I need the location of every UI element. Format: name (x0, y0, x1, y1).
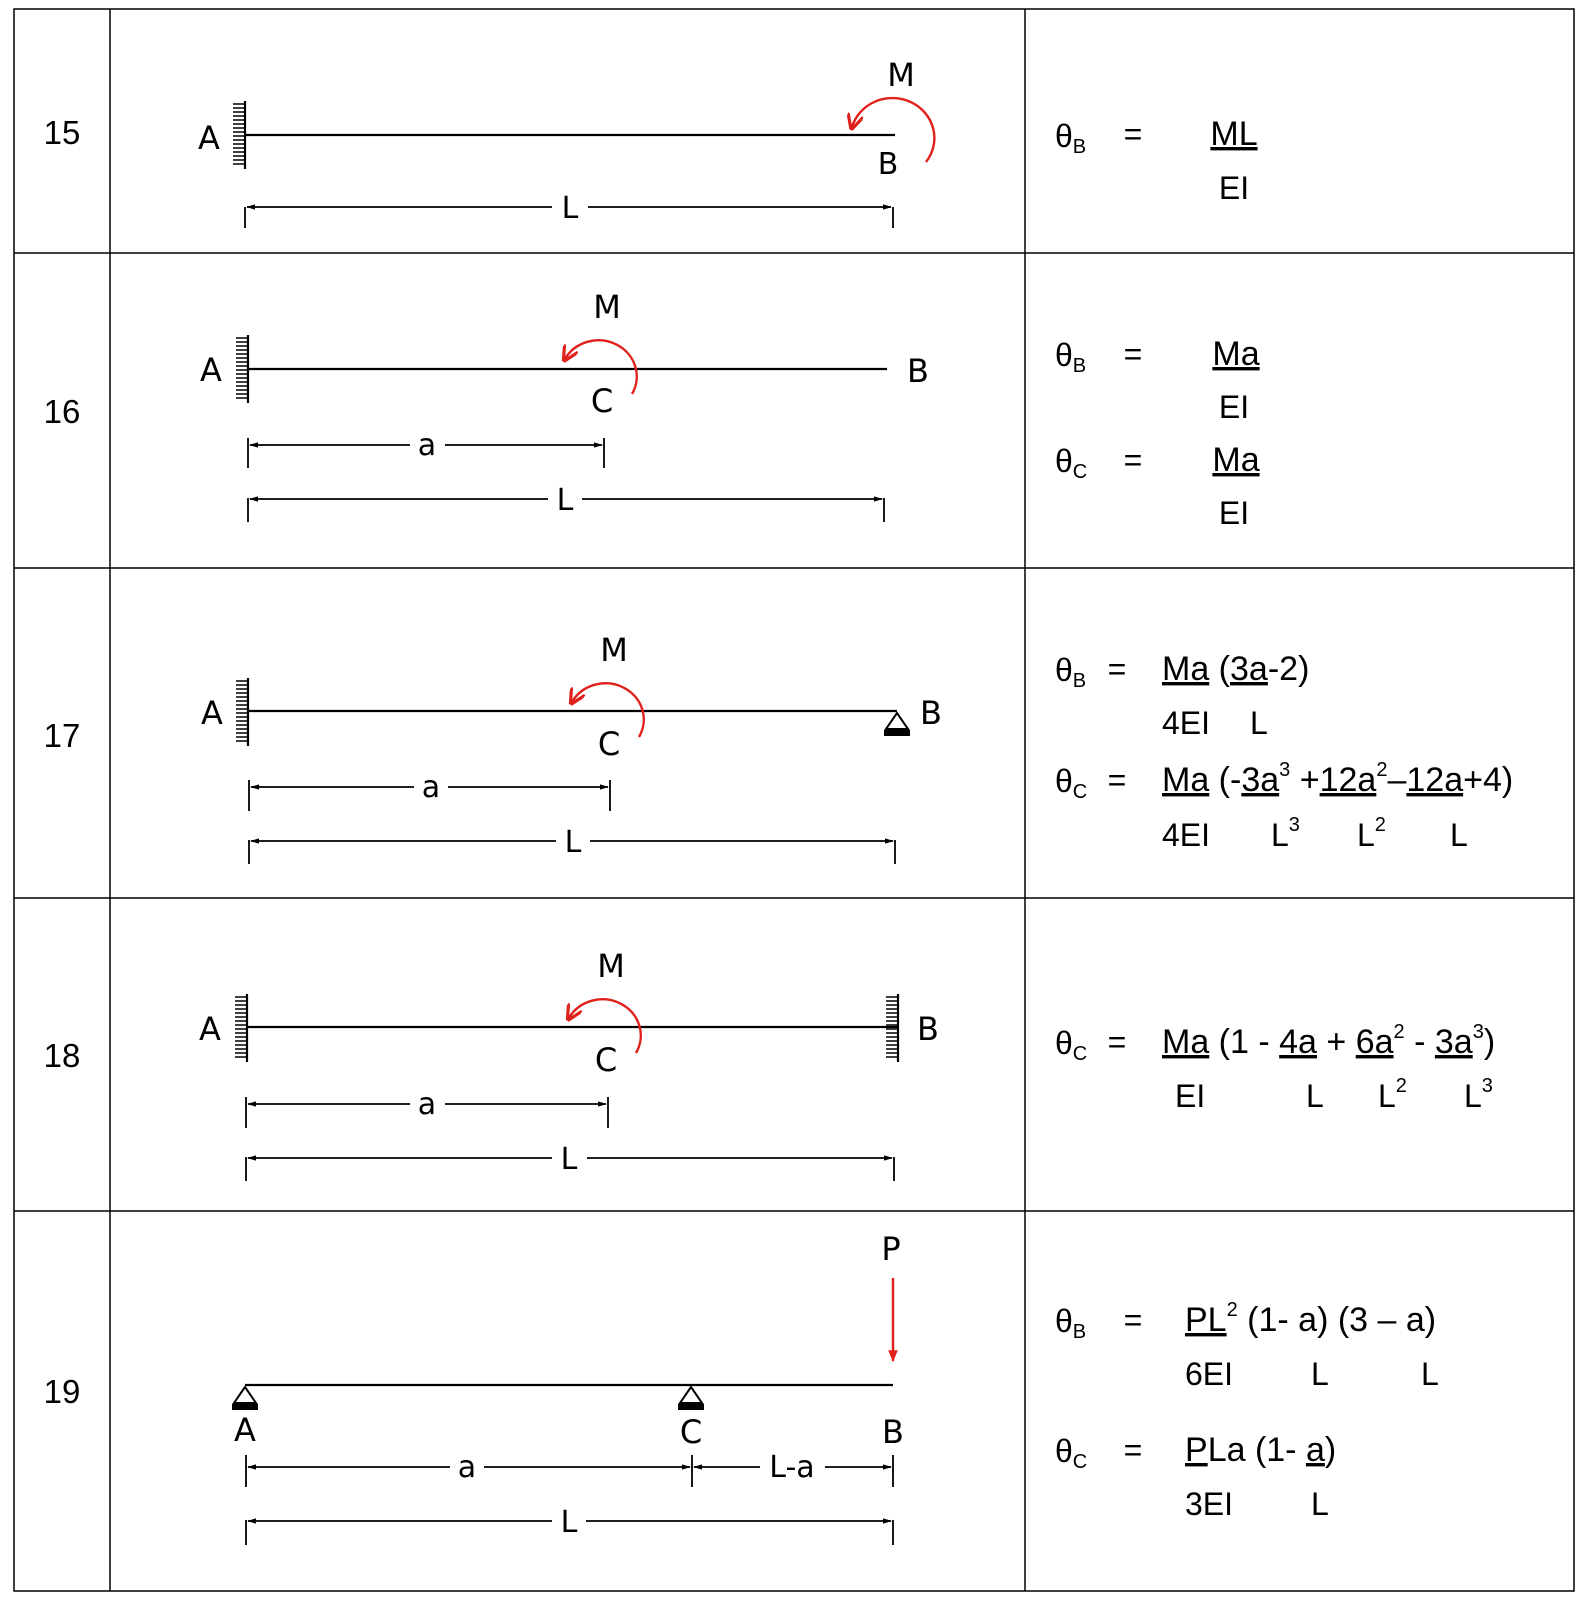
label-c: C (679, 1413, 703, 1451)
numerator: $PL^2$ (1- a) (3 – a) (1185, 1299, 1437, 1339)
row-number: 19 (43, 1373, 81, 1410)
theta-subscript: B (1072, 136, 1087, 158)
dimension-l (245, 191, 893, 228)
theta-symbol: θ (1055, 1433, 1073, 1469)
table-grid (14, 9, 1574, 1591)
label-m: M (597, 947, 625, 985)
label-b: B (917, 1010, 939, 1048)
table-row (44, 947, 1496, 1181)
table-row (44, 631, 1514, 864)
equals-sign: = (1107, 1024, 1127, 1060)
denominator: 3EI L (1185, 1486, 1329, 1522)
dimension-a (246, 1087, 608, 1128)
dimension-a (249, 770, 610, 811)
label-a: A (199, 1010, 221, 1048)
dimension-l (246, 1505, 893, 1545)
table-row (44, 1230, 1439, 1545)
label-m: M (593, 288, 621, 326)
formula-theta-c (1055, 1431, 1336, 1522)
theta-symbol: θ (1055, 652, 1073, 688)
numerator: Ma $(-3a^3 +12a^2-12a+4)$ (1162, 759, 1514, 799)
beam-diagram (199, 947, 939, 1181)
dimension-l (246, 1142, 894, 1181)
theta-subscript: B (1072, 355, 1087, 377)
svg-text:θB (1055, 118, 1086, 158)
row-number: 16 (43, 393, 81, 430)
dimension-label: a (457, 1450, 477, 1485)
numerator: Ma $(1 - 4a + 6a^2 - 3a^3)$ (1162, 1021, 1496, 1061)
row-number: 15 (43, 114, 81, 151)
dimension-label: L-a (769, 1450, 815, 1485)
label-a: A (234, 1411, 256, 1449)
dimension-l (248, 483, 884, 522)
pin-support-c (678, 1387, 704, 1410)
theta-symbol: θ (1055, 118, 1073, 154)
denominator: 4EI $L^3$ $L^2$ L (1162, 814, 1468, 853)
formula-theta-b (1055, 115, 1258, 206)
label-p: P (881, 1230, 901, 1268)
label-b: B (882, 1413, 904, 1451)
theta-subscript: C (1072, 1451, 1088, 1473)
theta-subscript: C (1072, 461, 1088, 483)
beam-diagram (198, 56, 934, 228)
theta-subscript: C (1072, 781, 1088, 803)
label-c: C (590, 382, 614, 420)
label-c: C (594, 1041, 618, 1079)
fixed-support-a (236, 678, 248, 746)
label-a: A (200, 351, 222, 389)
denominator: EI L $L^2$ $L^3$ (1175, 1075, 1493, 1114)
svg-text:θB (1055, 652, 1086, 692)
label-b: B (920, 694, 942, 732)
fixed-support-a (235, 994, 247, 1062)
svg-text:θC (1055, 443, 1087, 483)
formula-theta-b (1055, 1299, 1439, 1392)
label-a: A (198, 119, 220, 157)
denominator: 4EI L (1162, 705, 1268, 741)
denominator: 6EI L L (1185, 1356, 1439, 1392)
theta-symbol: θ (1055, 1025, 1073, 1061)
fixed-support-a (236, 335, 248, 403)
formula-theta-c (1055, 759, 1513, 853)
numerator: PLa (1- a) (1185, 1431, 1337, 1469)
label-c: C (597, 725, 621, 763)
theta-subscript: B (1072, 670, 1087, 692)
svg-text:θC (1055, 763, 1087, 803)
theta-symbol: θ (1055, 443, 1073, 479)
equals-sign: = (1123, 336, 1143, 372)
label-m: M (600, 631, 628, 669)
theta-subscript: C (1072, 1043, 1088, 1065)
denominator: EI (1218, 495, 1250, 531)
dimension-l-minus-a (694, 1450, 893, 1487)
equals-sign: = (1123, 1302, 1143, 1338)
row-number: 18 (43, 1037, 81, 1074)
label-b: B (877, 147, 899, 182)
fixed-support-a (233, 101, 245, 169)
equals-sign: = (1107, 762, 1127, 798)
dimension-label: a (417, 428, 437, 463)
dimension-label: L (564, 825, 582, 860)
formula-theta-b (1055, 335, 1260, 425)
numerator: Ma (3a-2) (1162, 650, 1310, 688)
formula-theta-c (1055, 1021, 1495, 1114)
equals-sign: = (1123, 442, 1143, 478)
dimension-label: L (561, 191, 579, 226)
dimension-label: a (417, 1087, 437, 1122)
theta-symbol: θ (1055, 1303, 1073, 1339)
dimension-a (248, 428, 604, 468)
roller-support-b (884, 713, 910, 736)
svg-text:θC (1055, 1433, 1087, 1473)
dimension-label: a (421, 770, 441, 805)
label-a: A (201, 694, 223, 732)
dimension-label: L (560, 1142, 578, 1177)
equals-sign: = (1123, 116, 1143, 152)
label-b: B (907, 352, 929, 390)
theta-subscript: B (1072, 1321, 1087, 1343)
beam-diagram (200, 288, 929, 522)
pin-support-a (232, 1387, 258, 1410)
svg-text:θC (1055, 1025, 1087, 1065)
dimension-l (249, 825, 895, 864)
dimension-label: L (560, 1505, 578, 1540)
svg-text:θB (1055, 337, 1086, 377)
theta-symbol: θ (1055, 337, 1073, 373)
theta-symbol: θ (1055, 763, 1073, 799)
table-border (14, 9, 1574, 1591)
formula-theta-c (1055, 441, 1260, 531)
table-row (44, 56, 1258, 228)
equals-sign: = (1123, 1432, 1143, 1468)
numerator: Ma (1212, 335, 1260, 373)
denominator: EI (1218, 170, 1250, 206)
denominator: EI (1218, 389, 1250, 425)
numerator: Ma (1212, 441, 1260, 479)
row-number: 17 (43, 717, 81, 754)
label-m: M (887, 56, 915, 94)
table-row (44, 288, 1260, 531)
dimension-label: L (556, 483, 574, 518)
beam-diagram (201, 631, 942, 864)
dimension-a (246, 1450, 692, 1487)
equals-sign: = (1107, 651, 1127, 687)
beam-diagram (232, 1230, 904, 1545)
formula-theta-b (1055, 650, 1309, 741)
svg-text:θB (1055, 1303, 1086, 1343)
numerator: ML (1210, 115, 1258, 153)
